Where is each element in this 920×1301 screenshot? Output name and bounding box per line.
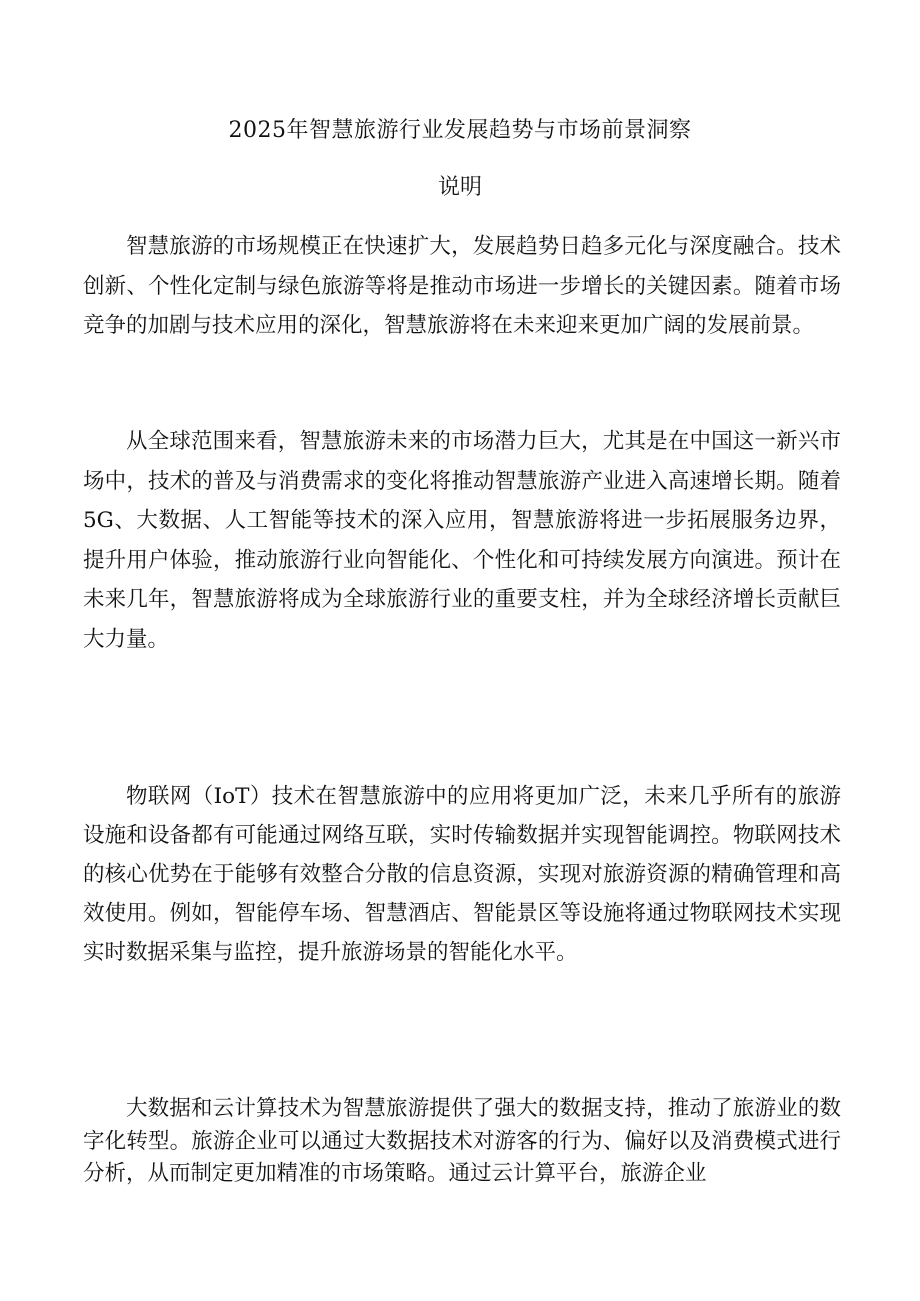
section-heading: 说明 xyxy=(437,175,482,200)
paragraph-4: 大数据和云计算技术为智慧旅游提供了强大的数据支持，推动了旅游业的数字化转型。旅游企业可以通过大数据技术对游客的行为、偏好以及消费模式进行分析，从而制定更加精准的市场策略。通过云计算平台，旅游企业 xyxy=(83,1096,841,1186)
document-title: 2025年智慧旅游行业发展趋势与市场前景洞察 xyxy=(228,118,692,143)
paragraph-2: 从全球范围来看，智慧旅游未来的市场潜力巨大，尤其是在中国这一新兴市场中，技术的普及与消费需求的变化将推动智慧旅游产业进入高速增长期。随着5G、大数据、人工智能等技术的深入应用，智慧旅游将进一步拓展服务边界，提升用户体验，推动旅游行业向智能化、个性化和可持续发展方向演进。预计在未来几年，智慧旅游将成为全球旅游行业的重要支柱，并为全球经济增长贡献巨大力量。 xyxy=(83,429,841,652)
paragraph-3: 物联网（IoT）技术在智慧旅游中的应用将更加广泛，未来几乎所有的旅游设施和设备都有可能通过网络互联，实时传输数据并实现智能调控。物联网技术的核心优势在于能够有效整合分散的信息资源，实现对旅游资源的精确管理和高效使用。例如，智能停车场、智慧酒店、智能景区等设施将通过物联网技术实现实时数据采集与监控，提升旅游场景的智能化水平。 xyxy=(83,784,841,965)
paragraph-1: 智慧旅游的市场规模正在快速扩大，发展趋势日趋多元化与深度融合。技术创新、个性化定制与绿色旅游等将是推动市场进一步增长的关键因素。随着市场竞争的加剧与技术应用的深化，智慧旅游将在未来迎来更加广阔的发展前景。 xyxy=(83,234,841,338)
